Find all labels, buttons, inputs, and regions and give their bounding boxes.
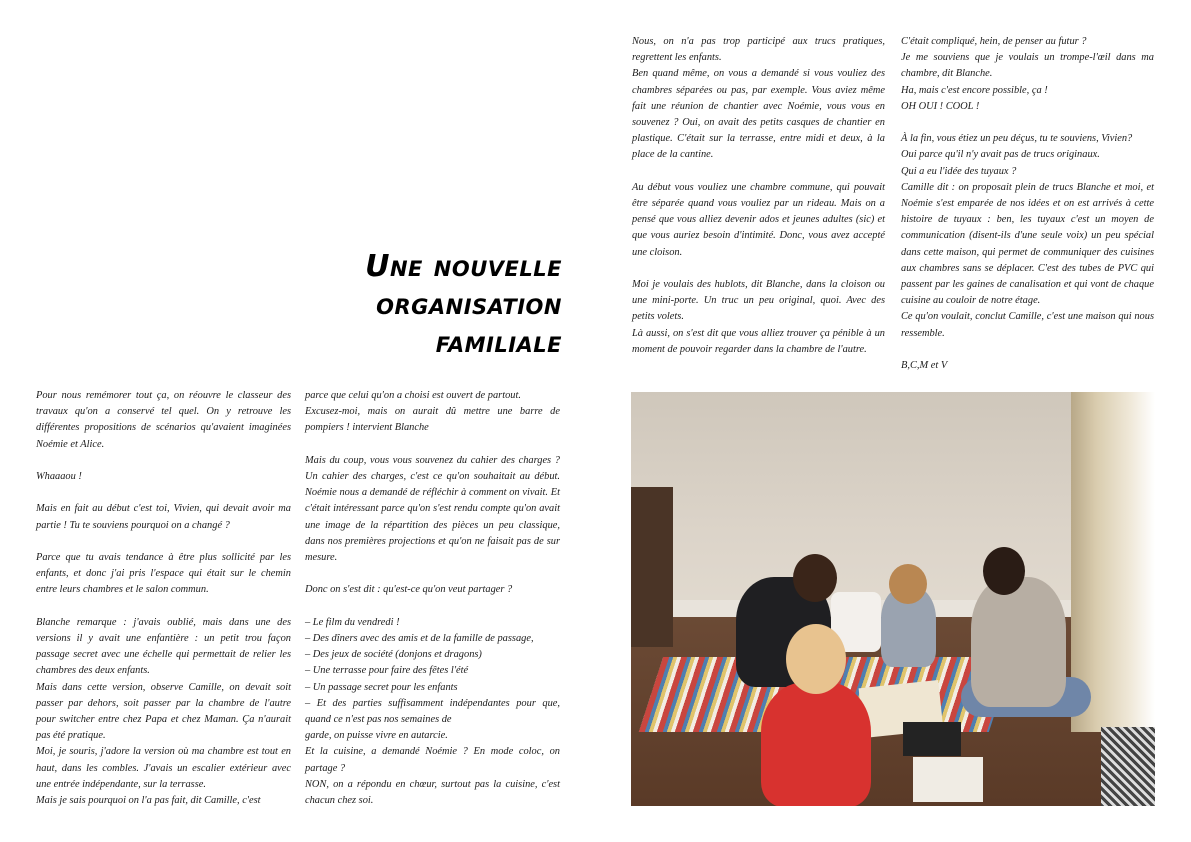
article-column-2 — [305, 388, 560, 809]
paragraph: Pour nous remémorer tout ça, on réouvre le classeur des travaux qu'on a conservé tel quel. On y retrouve les différentes propositions de scénarios qu'avaient imaginées Noémie et Alice. — [36, 390, 291, 450]
family-photo — [631, 392, 1155, 806]
paragraph: Ce qu'on voulait, conclut Camille, c'est une maison qui nous ressemble. — [901, 311, 1154, 339]
title-line: organisation — [376, 287, 562, 322]
photo-child-red-jacket — [761, 682, 871, 806]
photo-woman-head — [793, 554, 837, 602]
article-column-3 — [632, 34, 885, 358]
article-title — [270, 248, 562, 362]
paragraph: Mais je sais pourquoi on l'a pas fait, dit Camille, c'est — [36, 795, 261, 807]
signature: B,C,M et V — [901, 360, 948, 372]
paragraph: Excusez-moi, mais on aurait dû mettre une barre de pompiers ! intervient Blanche — [305, 406, 560, 434]
list-item: – Le film du vendredi ! — [305, 616, 400, 628]
paragraph: Qui a eu l'idée des tuyaux ? — [901, 165, 1017, 177]
paragraph: parce que celui qu'on a choisi est ouvert de partout. — [305, 390, 521, 401]
paragraph: Donc on s'est dit : qu'est-ce qu'on veut partager ? — [305, 584, 513, 596]
photo-child-head — [786, 624, 846, 694]
list-item: – Des jeux de société (donjons et dragons) — [305, 649, 482, 661]
paragraph: Ha, mais c'est encore possible, ça ! — [901, 84, 1048, 96]
paragraph: Blanche remarque : j'avais oublié, mais dans une des versions il y avait une enfantière : un petit trou façon passage secret avec une échelle qui permettait de relier les chambres des deux enfants. — [36, 616, 291, 677]
paragraph: Mais dans cette version, observe Camille, on devait soit passer par dehors, soit passer par la chambre de l'autre pour switcher entre chez Papa et chez Maman. Ça n'aurait pas été pratique. — [36, 681, 291, 742]
photo-basket — [1101, 727, 1155, 806]
list-item: – Des dîners avec des amis et de la famille de passage, — [305, 633, 534, 644]
photo-man-head — [983, 547, 1025, 595]
paragraph: OH OUI ! COOL ! — [901, 100, 980, 112]
photo-girl-head — [889, 564, 927, 604]
paragraph: Ben quand même, on vous a demandé si vous vouliez des chambres séparées ou pas, par exemple. Vous aviez même fait une réunion de chantier avec Noémie, vous vous en souvenez ? Oui, on avait des petits casques de chantier en plastique. C'était sur la terrasse, entre midi et deux, à la place de la cantine. — [632, 68, 885, 161]
paragraph: NON, on a répondu en chœur, surtout pas la cuisine, c'est chacun chez soi. — [305, 778, 560, 807]
shared-list — [305, 615, 560, 745]
list-item: garde, on puisse vivre en autarcie. — [305, 730, 448, 742]
paragraph: Mais en fait au début c'est toi, Vivien, qui devait avoir ma partie ! Tu te souviens pourquoi on a changé ? — [36, 503, 291, 531]
paragraph: Mais du coup, vous vous souvenez du cahier des charges ? Un cahier des charges, c'est ce qu'on souhaitait au début. Noémie nous a demandé de réfléchir à comment on vivait. Et c'était intéressant parce qu'on s'est rendu compte qu'on avait une image de la répartition des pièces un peu classique, dans nos premières projections et qu'on ne faisait pas de sur mesure. — [305, 454, 560, 564]
list-item: – Un passage secret pour les enfants — [305, 681, 458, 693]
photo-cabinet — [631, 487, 673, 647]
photo-game-box-light — [913, 757, 983, 802]
article-column-4 — [901, 34, 1154, 374]
paragraph: Oui parce qu'il n'y avait pas de trucs originaux. — [901, 149, 1100, 161]
paragraph: À la fin, vous étiez un peu déçus, tu te souviens, Vivien? — [901, 133, 1133, 145]
title-line: familiale — [435, 325, 562, 360]
paragraph: Là aussi, on s'est dit que vous alliez trouver ça pénible à un moment de pouvoir regarder dans la chambre de l'autre. — [632, 327, 885, 355]
photo-man — [971, 577, 1066, 707]
title-line: Une nouvelle — [365, 249, 562, 284]
paragraph: Parce que tu avais tendance à être plus sollicité par les enfants, et donc j'ai pris l'espace qui était sur le chemin entre leurs chambres et le salon commun. — [36, 551, 291, 596]
paragraph: Moi, je souris, j'adore la version où ma chambre est tout en haut, dans les combles. J'avais un escalier extérieur avec une entrée indépendante, sur la terrasse. — [36, 746, 291, 790]
paragraph: C'était compliqué, hein, de penser au futur ? — [901, 36, 1087, 47]
list-item: – Une terrasse pour faire des fêtes l'été — [305, 665, 469, 677]
paragraph: Camille dit : on proposait plein de trucs Blanche et moi, et Noémie s'est emparée de nos idées et on est arrivés à cette histoire de tuyaux : ben, les tuyaux c'est un moyen de communication (disent-ils d'une seule voix) un peu spécial dans cette maison, qui permet de communiquer des cuisines aux chambres sans se déplacer. C'est des tubes de PVC qui passent par les gaines de canalisation et qui vont de chaque cuisine au couloir de notre étage. — [901, 181, 1154, 307]
photo-game-box-dark — [903, 722, 961, 756]
paragraph: Whaaaou ! — [36, 471, 82, 482]
paragraph: Moi je voulais des hublots, dit Blanche, dans la cloison ou une mini-porte. Un truc un peu original, quoi. Avec des petits volets. — [632, 279, 885, 323]
paragraph: Je me souviens que je voulais un trompe-l'œil dans ma chambre, dit Blanche. — [901, 52, 1154, 80]
paragraph: Nous, on n'a pas trop participé aux trucs pratiques, regrettent les enfants. — [632, 36, 885, 64]
paragraph: Au début vous vouliez une chambre commune, qui pouvait être séparée quand vous vouliez par un rideau. Mais on a pensé que vous alliez devenir ados et jeunes adultes (sic) et que vous auriez besoin d'intimité. Donc, vous avez accepté une cloison. — [632, 181, 885, 258]
paragraph: Et la cuisine, a demandé Noémie ? En mode coloc, on partage ? — [305, 746, 560, 774]
list-item: – Et des parties suffisamment indépendantes pour que, quand ce n'est pas nos semaines de — [305, 697, 560, 726]
article-column-1 — [36, 388, 291, 809]
